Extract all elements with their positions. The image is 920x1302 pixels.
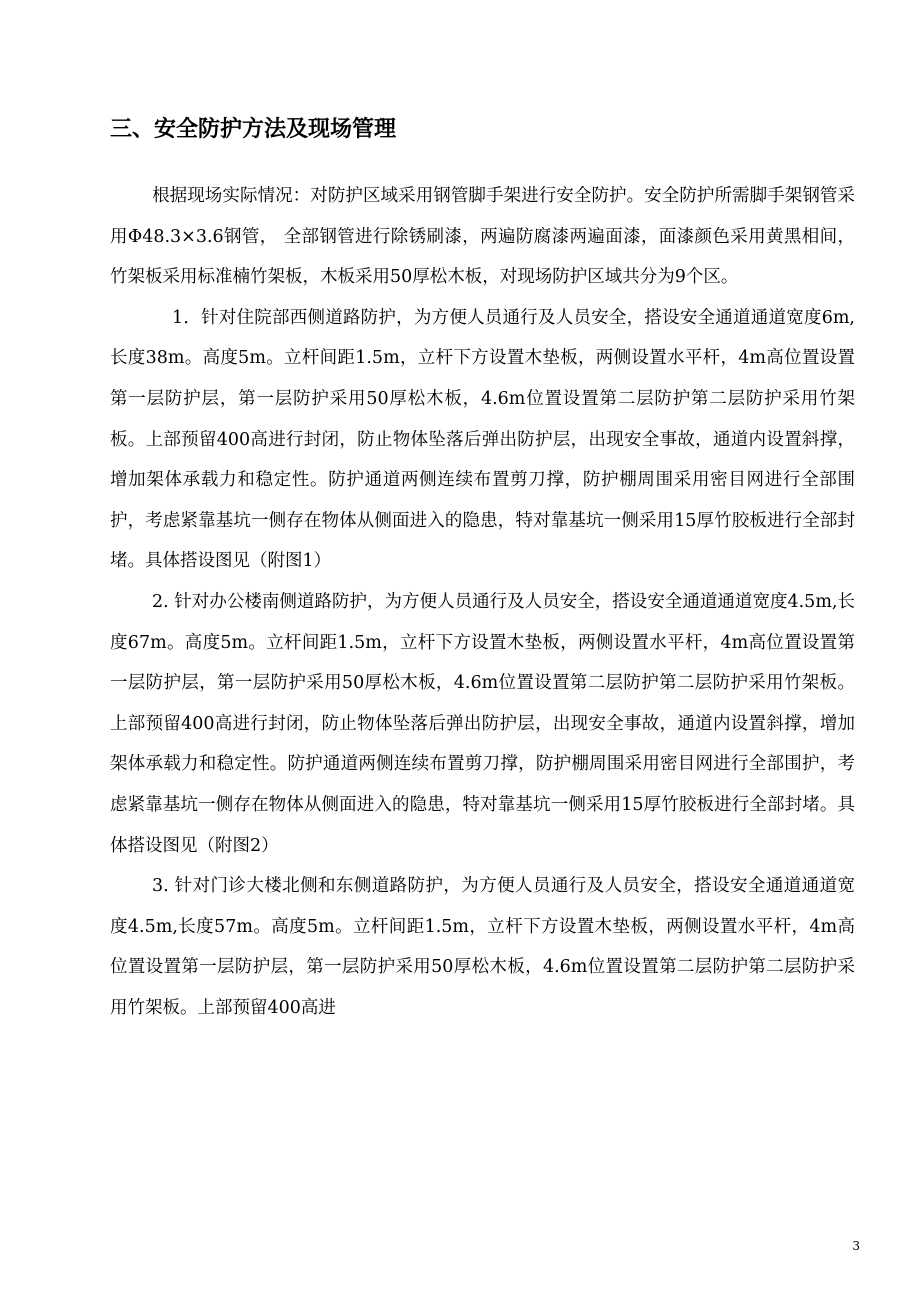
paragraph-text: 3. 针对门诊大楼北侧和东侧道路防护，为方便人员通行及人员安全，搭设安全通道通道宽度4.5m,长度57m。高度5m。立杆间距1.5m，立杆下方设置木垫板，两侧设置水平杆，4m高位置设置第一层防护层，第一层防护采用50厚松木板，4.6m位置设置第二层防护第二层防护采用竹架板。上部预留400高进 [110,876,855,1018]
paragraph-item-2 [110,582,855,866]
paragraph-item-1 [110,298,855,582]
page-number: 3 [852,1239,860,1253]
paragraph-text: 根据现场实际情况：对防护区域采用钢管脚手架进行安全防护。安全防护所需脚手架钢管采用Φ48.3×3.6钢管， 全部钢管进行除锈刷漆，两遍防腐漆两遍面漆，面漆颜色采用黄黑相间，竹架板采用标准楠竹架板，木板采用50厚松木板，对现场防护区域共分为9个区。 [110,186,855,288]
section-heading: 三、安全防护方法及现场管理 [110,117,397,142]
paragraph-text: 2. 针对办公楼南侧道路防护，为方便人员通行及人员安全，搭设安全通道通道宽度4.5m,长度67m。高度5m。立杆间距1.5m，立杆下方设置木垫板，两侧设置水平杆，4m高位置设置第一层防护层，第一层防护采用50厚松木板，4.6m位置设置第二层防护第二层防护采用竹架板。上部预留400高进行封闭，防止物体坠落后弹出防护层，出现安全事故，通道内设置斜撑，增加架体承载力和稳定性。防护通道两侧连续布置剪刀撑，防护棚周围采用密目网进行全部围护，考虑紧靠基坑一侧存在物体从侧面进入的隐患，特对靠基坑一侧采用15厚竹胶板进行全部封堵。具体搭设图见（附图2） [110,591,855,856]
document-body [110,176,855,1028]
paragraph-intro [110,176,855,298]
paragraph-item-3 [110,866,855,1028]
paragraph-text: 1．针对住院部西侧道路防护，为方便人员通行及人员安全，搭设安全通道通道宽度6m,长度38m。高度5m。立杆间距1.5m，立杆下方设置木垫板，两侧设置水平杆，4m高位置设置第一层防护层，第一层防护采用50厚松木板，4.6m位置设置第二层防护第二层防护采用竹架板。上部预留400高进行封闭，防止物体坠落后弹出防护层，出现安全事故，通道内设置斜撑，增加架体承载力和稳定性。防护通道两侧连续布置剪刀撑，防护棚周围采用密目网进行全部围护，考虑紧靠基坑一侧存在物体从侧面进入的隐患，特对靠基坑一侧采用15厚竹胶板进行全部封堵。具体搭设图见（附图1） [110,307,855,572]
